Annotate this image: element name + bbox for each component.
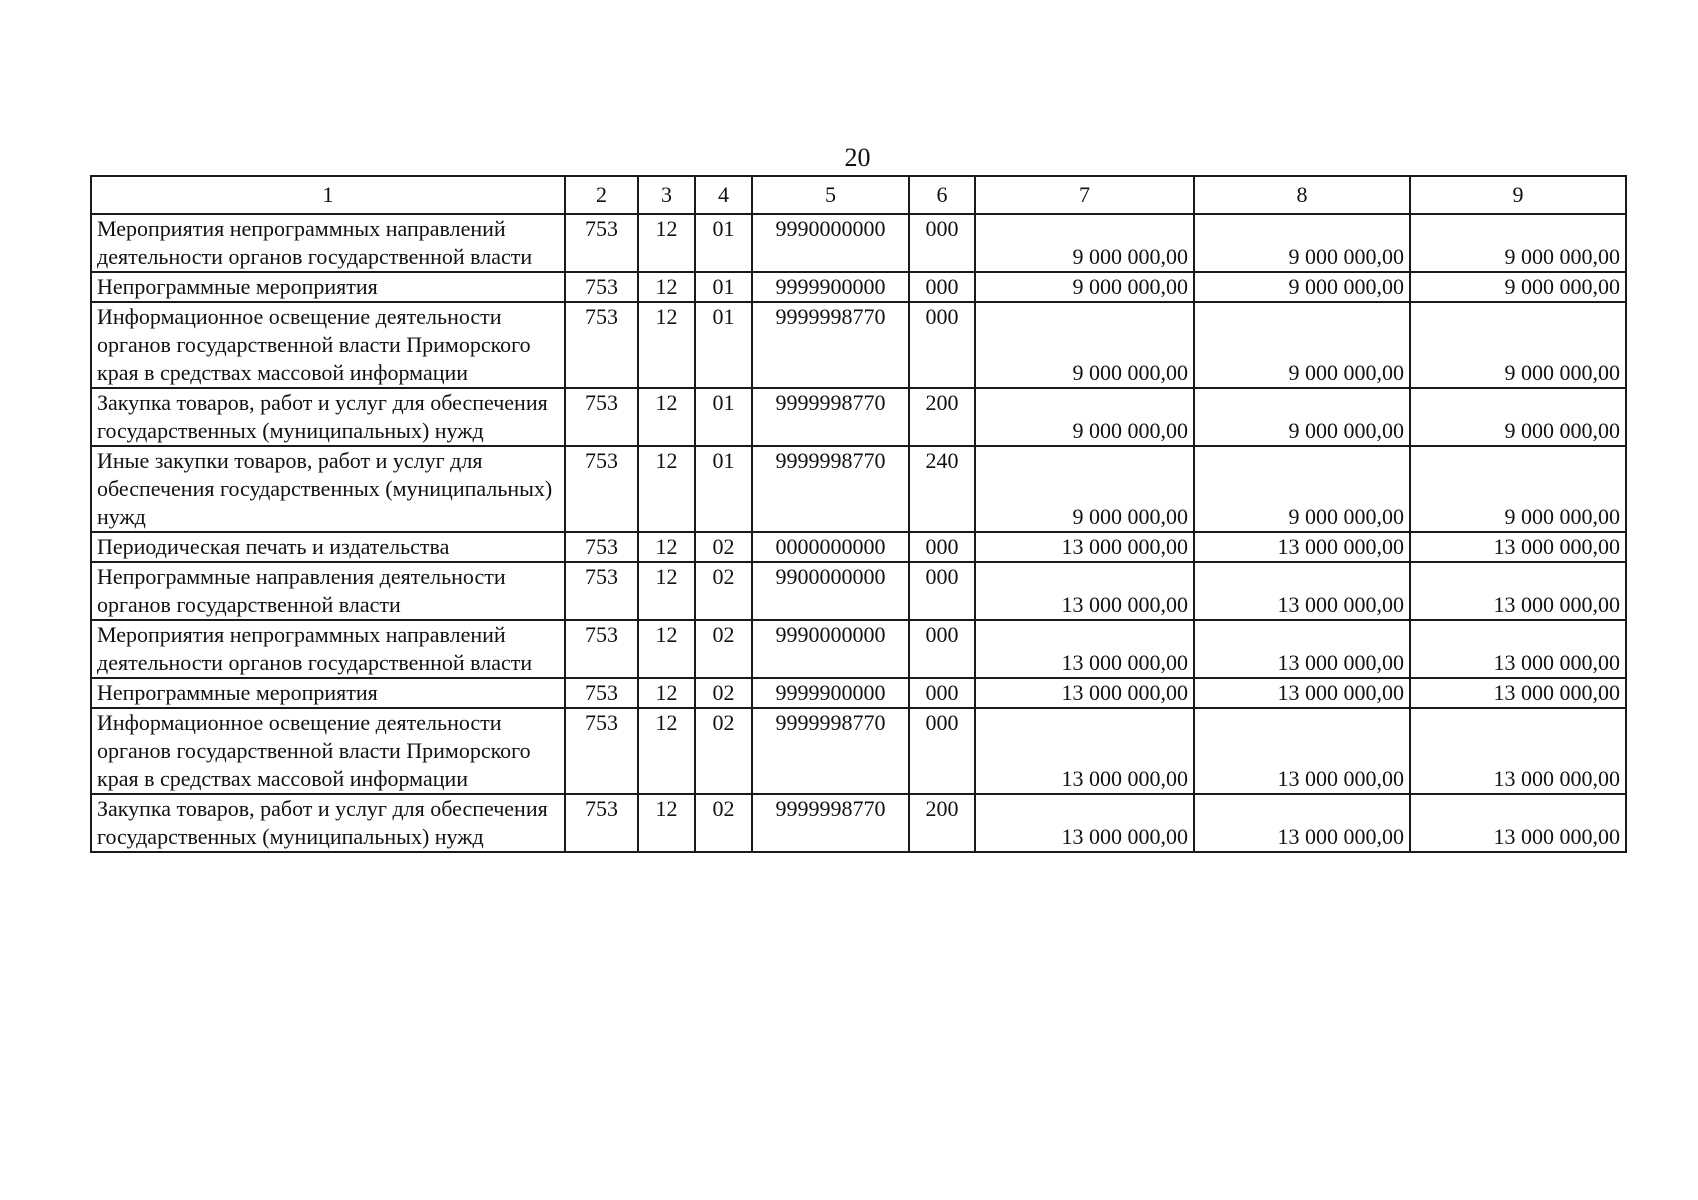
cell-admin-code: 753 — [565, 214, 638, 272]
cell-name: Информационное освещение деятельности органов государственной власти Приморского края в средствах массовой информации — [91, 302, 565, 388]
cell-name: Закупка товаров, работ и услуг для обеспечения государственных (муниципальных) нужд — [91, 794, 565, 852]
header-cell-9: 9 — [1410, 176, 1626, 214]
cell-subsection: 02 — [695, 678, 752, 708]
header-cell-6: 6 — [909, 176, 975, 214]
cell-expense-type: 200 — [909, 794, 975, 852]
cell-name: Периодическая печать и издательства — [91, 532, 565, 562]
cell-target-article: 9999900000 — [752, 272, 909, 302]
cell-amount-7: 13 000 000,00 — [975, 708, 1194, 794]
cell-admin-code: 753 — [565, 272, 638, 302]
cell-name: Мероприятия непрограммных направлений деятельности органов государственной власти — [91, 214, 565, 272]
cell-section: 12 — [638, 446, 695, 532]
cell-target-article: 9999998770 — [752, 794, 909, 852]
cell-admin-code: 753 — [565, 794, 638, 852]
cell-amount-7: 13 000 000,00 — [975, 532, 1194, 562]
table-row — [91, 532, 1626, 562]
header-cell-4: 4 — [695, 176, 752, 214]
header-cell-8: 8 — [1194, 176, 1410, 214]
cell-amount-9: 13 000 000,00 — [1410, 562, 1626, 620]
table-row — [91, 620, 1626, 678]
cell-target-article: 9999998770 — [752, 446, 909, 532]
header-cell-3: 3 — [638, 176, 695, 214]
cell-admin-code: 753 — [565, 302, 638, 388]
cell-amount-9: 9 000 000,00 — [1410, 388, 1626, 446]
cell-amount-9: 9 000 000,00 — [1410, 446, 1626, 532]
header-cell-2: 2 — [565, 176, 638, 214]
cell-subsection: 02 — [695, 794, 752, 852]
cell-amount-9: 9 000 000,00 — [1410, 272, 1626, 302]
cell-expense-type: 000 — [909, 620, 975, 678]
table-row — [91, 388, 1626, 446]
cell-section: 12 — [638, 302, 695, 388]
cell-amount-8: 9 000 000,00 — [1194, 446, 1410, 532]
cell-target-article: 0000000000 — [752, 532, 909, 562]
cell-amount-8: 9 000 000,00 — [1194, 388, 1410, 446]
cell-amount-9: 13 000 000,00 — [1410, 620, 1626, 678]
cell-admin-code: 753 — [565, 532, 638, 562]
cell-subsection: 01 — [695, 388, 752, 446]
cell-admin-code: 753 — [565, 388, 638, 446]
cell-name: Информационное освещение деятельности органов государственной власти Приморского края в средствах массовой информации — [91, 708, 565, 794]
cell-target-article: 9999998770 — [752, 302, 909, 388]
cell-section: 12 — [638, 678, 695, 708]
cell-admin-code: 753 — [565, 678, 638, 708]
cell-amount-9: 13 000 000,00 — [1410, 678, 1626, 708]
cell-name: Закупка товаров, работ и услуг для обеспечения государственных (муниципальных) нужд — [91, 388, 565, 446]
cell-target-article: 9900000000 — [752, 562, 909, 620]
cell-target-article: 9999998770 — [752, 388, 909, 446]
cell-amount-8: 13 000 000,00 — [1194, 562, 1410, 620]
cell-amount-8: 13 000 000,00 — [1194, 708, 1410, 794]
cell-section: 12 — [638, 562, 695, 620]
cell-amount-9: 13 000 000,00 — [1410, 708, 1626, 794]
cell-section: 12 — [638, 620, 695, 678]
cell-amount-7: 9 000 000,00 — [975, 272, 1194, 302]
cell-amount-7: 13 000 000,00 — [975, 620, 1194, 678]
cell-admin-code: 753 — [565, 562, 638, 620]
cell-amount-7: 13 000 000,00 — [975, 562, 1194, 620]
cell-subsection: 02 — [695, 532, 752, 562]
cell-section: 12 — [638, 388, 695, 446]
cell-subsection: 01 — [695, 446, 752, 532]
cell-amount-8: 13 000 000,00 — [1194, 532, 1410, 562]
table-row — [91, 272, 1626, 302]
cell-name: Непрограммные направления деятельности органов государственной власти — [91, 562, 565, 620]
cell-admin-code: 753 — [565, 620, 638, 678]
cell-amount-8: 9 000 000,00 — [1194, 214, 1410, 272]
cell-name: Мероприятия непрограммных направлений деятельности органов государственной власти — [91, 620, 565, 678]
cell-subsection: 01 — [695, 272, 752, 302]
cell-amount-7: 9 000 000,00 — [975, 446, 1194, 532]
cell-amount-8: 13 000 000,00 — [1194, 620, 1410, 678]
header-row — [91, 176, 1626, 214]
cell-target-article: 9999998770 — [752, 708, 909, 794]
cell-target-article: 9990000000 — [752, 620, 909, 678]
cell-name: Непрограммные мероприятия — [91, 272, 565, 302]
cell-subsection: 01 — [695, 214, 752, 272]
cell-section: 12 — [638, 708, 695, 794]
cell-amount-9: 13 000 000,00 — [1410, 794, 1626, 852]
cell-expense-type: 000 — [909, 532, 975, 562]
table-body — [91, 214, 1626, 852]
cell-amount-9: 13 000 000,00 — [1410, 532, 1626, 562]
table-row — [91, 562, 1626, 620]
table-row — [91, 302, 1626, 388]
header-cell-1: 1 — [91, 176, 565, 214]
cell-section: 12 — [638, 532, 695, 562]
cell-amount-8: 13 000 000,00 — [1194, 794, 1410, 852]
page-number: 20 — [844, 143, 871, 172]
table-row — [91, 794, 1626, 852]
cell-amount-8: 13 000 000,00 — [1194, 678, 1410, 708]
cell-target-article: 9999900000 — [752, 678, 909, 708]
cell-expense-type: 000 — [909, 302, 975, 388]
cell-amount-7: 9 000 000,00 — [975, 214, 1194, 272]
header-cell-5: 5 — [752, 176, 909, 214]
table-row — [91, 708, 1626, 794]
cell-name: Иные закупки товаров, работ и услуг для обеспечения государственных (муниципальных) нужд — [91, 446, 565, 532]
cell-target-article: 9990000000 — [752, 214, 909, 272]
cell-section: 12 — [638, 794, 695, 852]
cell-amount-7: 9 000 000,00 — [975, 388, 1194, 446]
cell-section: 12 — [638, 272, 695, 302]
cell-amount-9: 9 000 000,00 — [1410, 214, 1626, 272]
cell-expense-type: 240 — [909, 446, 975, 532]
header-cell-7: 7 — [975, 176, 1194, 214]
cell-expense-type: 000 — [909, 708, 975, 794]
cell-subsection: 02 — [695, 562, 752, 620]
cell-admin-code: 753 — [565, 446, 638, 532]
budget-table — [90, 175, 1627, 853]
cell-subsection: 01 — [695, 302, 752, 388]
cell-expense-type: 000 — [909, 562, 975, 620]
cell-amount-9: 9 000 000,00 — [1410, 302, 1626, 388]
cell-amount-7: 9 000 000,00 — [975, 302, 1194, 388]
cell-name: Непрограммные мероприятия — [91, 678, 565, 708]
table-row — [91, 678, 1626, 708]
cell-admin-code: 753 — [565, 708, 638, 794]
cell-subsection: 02 — [695, 620, 752, 678]
cell-amount-8: 9 000 000,00 — [1194, 302, 1410, 388]
table-row — [91, 446, 1626, 532]
cell-subsection: 02 — [695, 708, 752, 794]
cell-amount-7: 13 000 000,00 — [975, 794, 1194, 852]
cell-expense-type: 000 — [909, 678, 975, 708]
cell-amount-7: 13 000 000,00 — [975, 678, 1194, 708]
cell-expense-type: 000 — [909, 214, 975, 272]
cell-expense-type: 200 — [909, 388, 975, 446]
cell-section: 12 — [638, 214, 695, 272]
table-row — [91, 214, 1626, 272]
cell-expense-type: 000 — [909, 272, 975, 302]
cell-amount-8: 9 000 000,00 — [1194, 272, 1410, 302]
